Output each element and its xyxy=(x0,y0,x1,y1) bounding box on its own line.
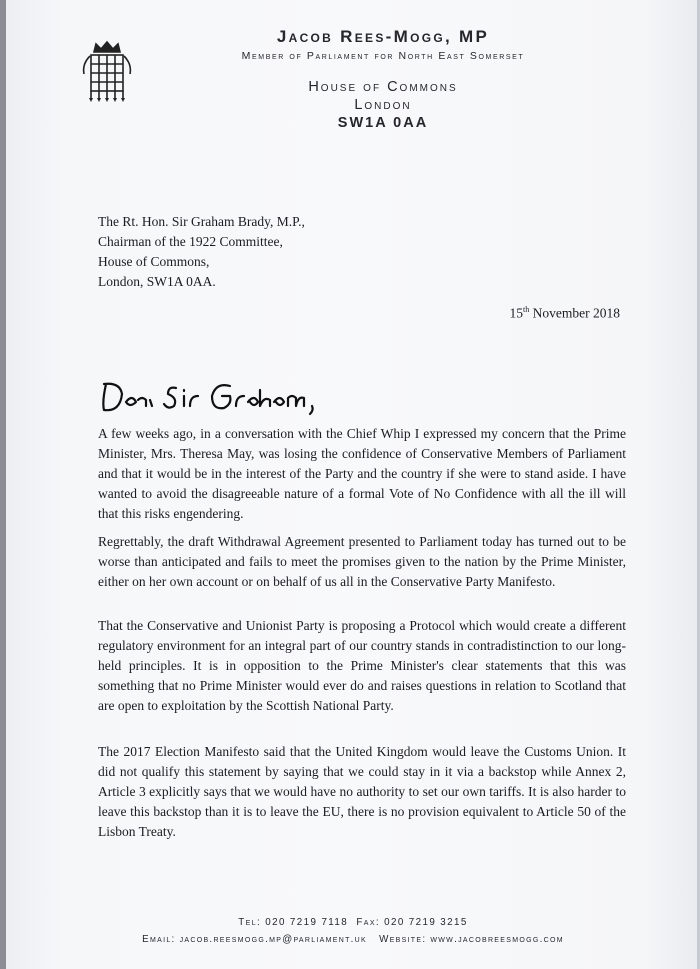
footer-fax: Fax: 020 7219 3215 xyxy=(356,917,468,928)
footer-tel: Tel: 020 7219 7118 xyxy=(238,917,349,928)
mp-name: Jacob Rees-Mogg, MP xyxy=(276,27,490,46)
footer-website: Website: www.jacobreesmogg.com xyxy=(379,934,564,945)
recipient-line: The Rt. Hon. Sir Graham Brady, M.P., xyxy=(98,214,305,229)
recipient-line: London, SW1A 0AA. xyxy=(98,274,216,289)
body-paragraph: The 2017 Election Manifesto said that the United Kingdom would leave the Customs Union. It did not qualify this statement by saying that we could stay in it via a backstop while Annex 2, Article 3 explicitly says that we would have no authority to set our own tariffs. It is also harder to leave this backstop than it is to leave the EU, there is no provision equivalent to Article 50 of the Lisbon Treaty. xyxy=(98,744,626,839)
body-paragraph: A few weeks ago, in a conversation with the Chief Whip I expressed my concern that the Prime Minister, Mrs. Theresa May, was losing the confidence of Conservative Members of Parliament and that it would be in the interest of the Party and the country if she were to stand aside. I have wanted to avoid the disagreeable nature of a formal Vote of No Confidence with all the ill will that this risks engendering. xyxy=(98,426,626,521)
address-line: London xyxy=(354,97,412,113)
footer-contact-line xyxy=(6,934,700,945)
letter-date: 15th November 2018 xyxy=(509,305,620,321)
recipient-line: Chairman of the 1922 Committee, xyxy=(98,234,283,249)
footer-email: Email: jacob.reesmogg.mp@parliament.uk xyxy=(142,934,367,945)
footer-phone-line xyxy=(6,917,700,928)
recipient-line: House of Commons, xyxy=(98,254,210,269)
body-paragraph: Regrettably, the draft Withdrawal Agreement presented to Parliament today has turned out to be worse than anticipated and fails to meet the promises given to the nation by the Prime Minister, either on her own account or on behalf of us all in the Conservative Party Manifesto. xyxy=(98,534,626,589)
mp-constituency: Member of Parliament for North East Somerset xyxy=(241,50,525,62)
address-postcode: SW1A 0AA xyxy=(337,115,429,131)
address-line: House of Commons xyxy=(308,79,458,95)
letter-page xyxy=(6,0,700,969)
body-paragraph: That the Conservative and Unionist Party is proposing a Protocol which would create a different regulatory environment for an integral part of our country stands in contradistinction to our long-held principles. It is in opposition to the Prime Minister's clear statements that this was something that no Prime Minister would ever do and raises questions in relation to Scotland that are open to exploitation by the Scottish National Party. xyxy=(98,618,626,713)
handwritten-salutation xyxy=(98,372,338,420)
